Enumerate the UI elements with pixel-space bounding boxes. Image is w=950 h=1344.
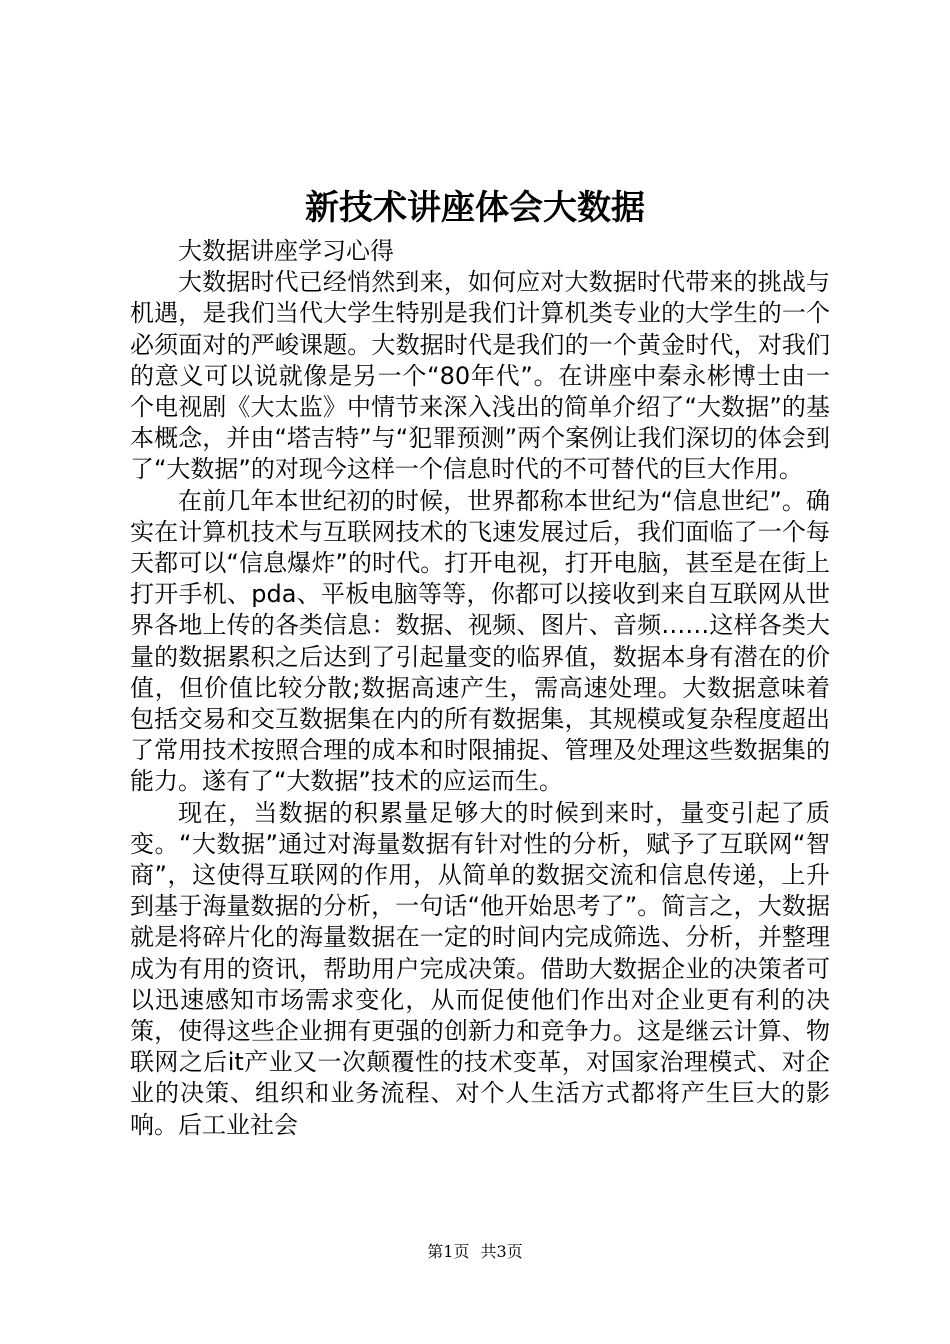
page-number: 第1页 [427, 1242, 470, 1261]
document-title: 新技术讲座体会大数据 [305, 188, 645, 228]
paragraph-2: 在前几年本世纪初的时候，世界都称本世纪为“信息世纪”。确实在计算机技术与互联网技术的飞速发展过后，我们面临了一个每天都可以“信息爆炸”的时代。打开电视，打开电脑，甚至是在街上打开手机、pda、平板电脑等等，你都可以接收到来自互联网从世界各地上传的各类信息：数据、视频、图片、音频……这样各类大量的数据累积之后达到了引起量变的临界值，数据本身有潜在的价值，但价值比较分散;数据高速产生，需高速处理。大数据意味着包括交易和交互数据集在内的所有数据集，其规模或复杂程度超出了常用技术按照合理的成本和时限捕捉、管理及处理这些数据集的能力。遂有了“大数据”技术的应运而生。 [130, 486, 830, 796]
paragraph-1: 大数据时代已经悄然到来，如何应对大数据时代带来的挑战与机遇，是我们当代大学生特别是我们计算机类专业的大学生的一个必须面对的严峻课题。大数据时代是我们的一个黄金时代，对我们的意义可以说就像是另一个“80年代”。在讲座中秦永彬博士由一个电视剧《大太监》中情节来深入浅出的简单介绍了“大数据”的基本概念，并由“塔吉特”与“犯罪预测”两个案例让我们深切的体会到了“大数据”的对现今这样一个信息时代的不可替代的巨大作用。 [130, 268, 830, 484]
paragraph-3: 现在，当数据的积累量足够大的时候到来时，量变引起了质变。“大数据”通过对海量数据有针对性的分析，赋予了互联网“智商”，这使得互联网的作用，从简单的数据交流和信息传递，上升到基于海量数据的分析，一句话“他开始思考了”。简言之，大数据就是将碎片化的海量数据在一定的时间内完成筛选、分析，并整理成为有用的资讯，帮助用户完成决策。借助大数据企业的决策者可以迅速感知市场需求变化，从而促使他们作出对企业更有利的决策，使得这些企业拥有更强的创新力和竞争力。这是继云计算、物联网之后it产业又一次颠覆性的技术变革，对国家治理模式、对企业的决策、组织和业务流程、对个人生活方式都将产生巨大的影响。后工业社会 [130, 798, 830, 1139]
subtitle-line: 大数据讲座学习心得 [178, 237, 394, 265]
page-total: 共3页 [480, 1242, 523, 1261]
page-footer [0, 1242, 950, 1262]
document-body [130, 236, 830, 1141]
